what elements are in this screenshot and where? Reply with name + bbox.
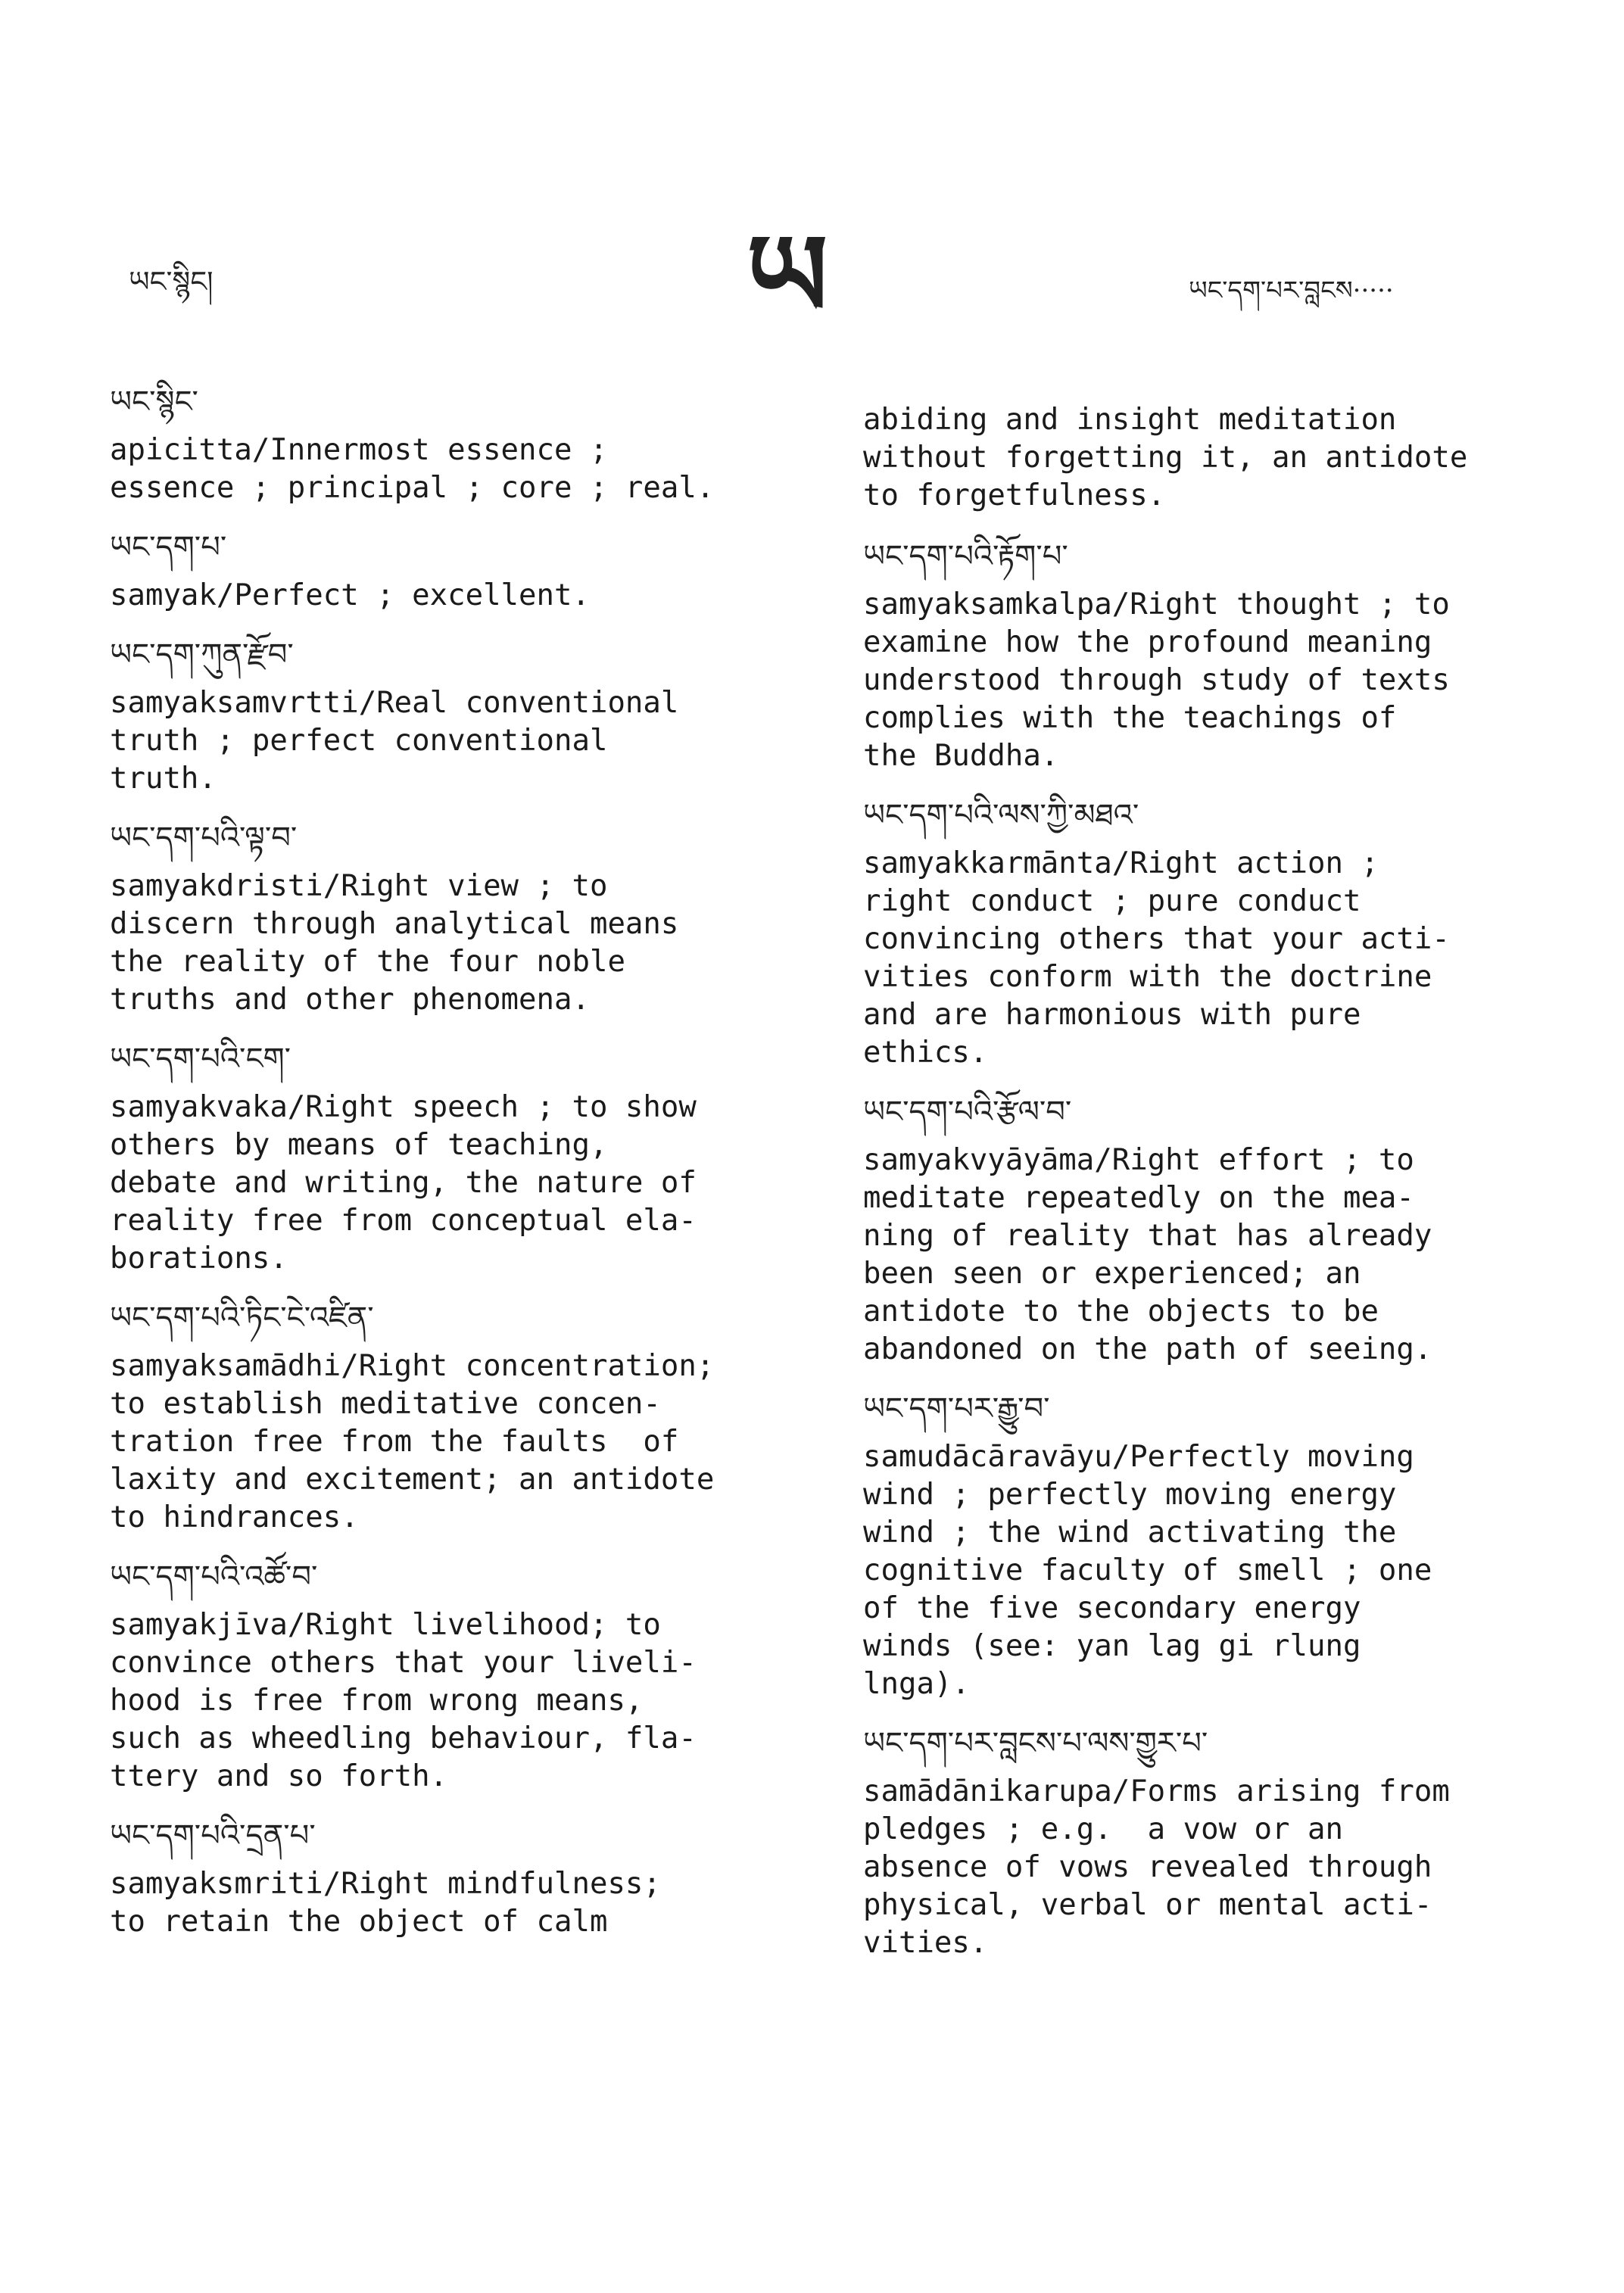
entry-definition: samyakjīva/Right livelihood; to convince others that your liveli- hood is free from wrong means, such as wheedling behaviour, fla- ttery and so forth.: [110, 1608, 697, 1793]
header-left-title: ཡང་སྙིང།: [129, 265, 214, 298]
entry-headword: ཡང་དག་པར་བླངས་པ་ལས་གྱུར་པ་: [863, 1726, 1208, 1761]
entry-headword: ཡང་དག་པའི་ཏིང་ངེ་འཛིན་: [110, 1301, 374, 1335]
dictionary-entry: [110, 815, 791, 1019]
dictionary-entry: [110, 524, 791, 615]
entry-headword: ཡང་དག་པའི་འཚོ་བ་: [110, 1559, 318, 1594]
dictionary-entry: [110, 1812, 791, 1941]
header-right-title: ཡང་དག་པར་བླངས·····: [1189, 276, 1394, 306]
entry-headword: ཡང་དག་ཀུན་རྫོབ་: [110, 637, 294, 672]
entry-definition: samyaksamvrtti/Real conventional truth ; perfect conventional truth.: [110, 686, 679, 796]
entry-definition: samyakvyāyāma/Right effort ; to meditate repeatedly on the mea- ning of reality that has already been seen or experienced; an antidote to the objects to be abandoned on the path of seeing.: [863, 1143, 1432, 1366]
entry-headword: ཡང་དག་པའི་རྟོག་པ་: [863, 539, 1068, 574]
entry-headword: ཡང་སྙིང་: [110, 385, 198, 419]
header-section-letter: ཡ: [746, 210, 828, 343]
dictionary-entry: [863, 1385, 1545, 1703]
dictionary-entry: [110, 631, 791, 798]
dictionary-entry: [110, 1553, 791, 1796]
entry-headword: ཡང་དག་པའི་དྲན་པ་: [110, 1818, 316, 1853]
entry-headword: ཡང་དག་པའི་རྩོལ་བ་: [863, 1095, 1072, 1129]
entry-headword: ཡང་དག་པར་རྒྱུ་བ་: [863, 1391, 1050, 1426]
entry-headword: ཡང་དག་པའི་ལས་ཀྱི་མཐའ་: [863, 798, 1139, 833]
dictionary-entry: [110, 379, 791, 507]
dictionary-entry: [863, 1089, 1545, 1369]
entry-definition: samyaksamkalpa/Right thought ; to examine how the profound meaning understood through study of texts complies with the teachings of the Buddha.: [863, 587, 1450, 773]
entry-definition: samyakkarmānta/Right action ; right conduct ; pure conduct convincing others that your acti- vities conform with the doctrine and are harmonious with pure ethics.: [863, 846, 1450, 1070]
entry-definition: samudācāravāyu/Perfectly moving wind ; perfectly moving energy wind ; the wind activating the cognitive faculty of smell ; one of the five secondary energy winds (see: yan lag gi rlung lnga).: [863, 1440, 1432, 1701]
entry-definition: samyak/Perfect ; excellent.: [110, 578, 590, 612]
dictionary-entry: [863, 533, 1545, 775]
dictionary-entry: [110, 1036, 791, 1278]
dictionary-entry: [110, 1294, 791, 1537]
entry-headword: ཡང་དག་པ་: [110, 530, 227, 565]
dictionary-entry: [863, 792, 1545, 1072]
dictionary-entry: [863, 1720, 1545, 1962]
left-column: [110, 379, 791, 1958]
entry-definition: samādānikarupa/Forms arising from pledges ; e.g. a vow or an absence of vows revealed through physical, verbal or mental acti- vities.: [863, 1774, 1450, 1960]
continued-definition: abiding and insight meditation without forgetting it, an antidote to forgetfulness.: [863, 403, 1468, 512]
entry-definition: samyakdristi/Right view ; to discern through analytical means the reality of the four noble truths and other phenomena.: [110, 869, 679, 1017]
entry-definition: samyaksamādhi/Right concentration; to establish meditative concen- tration free from the faults of laxity and excitement; an antidote to hindrances.: [110, 1349, 715, 1534]
entry-definition: samyakvaka/Right speech ; to show others by means of teaching, debate and writing, the nature of reality free from conceptual ela- borations.: [110, 1090, 697, 1276]
right-column: [863, 401, 1545, 1979]
entry-definition: apicitta/Innermost essence ; essence ; principal ; core ; real.: [110, 433, 715, 505]
entry-headword: ཡང་དག་པའི་ངག་: [110, 1042, 291, 1076]
entry-headword: ཡང་དག་པའི་ལྟ་བ་: [110, 821, 298, 855]
entry-definition: samyaksmriti/Right mindfulness; to retain the object of calm: [110, 1867, 661, 1939]
